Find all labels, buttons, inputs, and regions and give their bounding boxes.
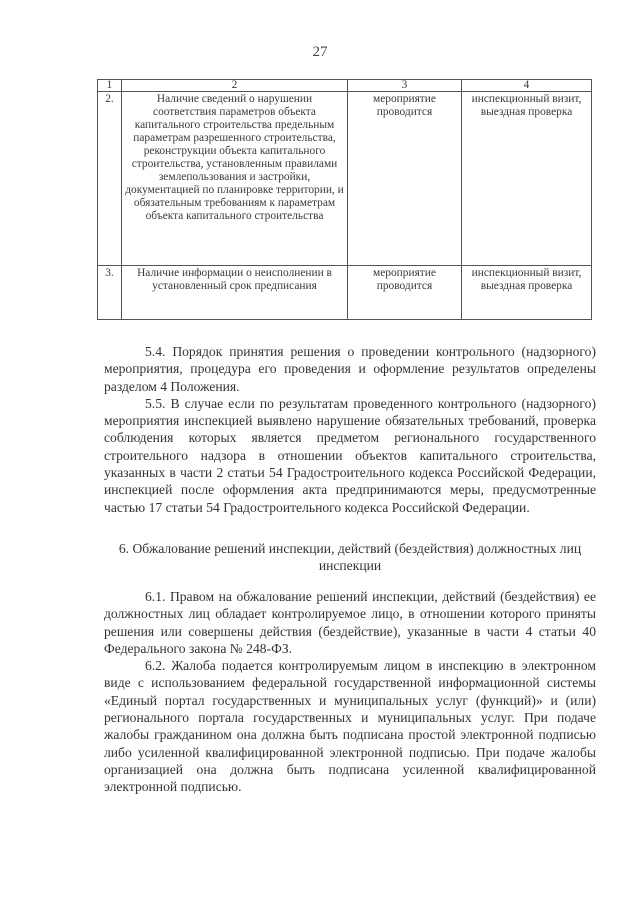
table-header-cell: 4 xyxy=(462,80,592,92)
table-header-row xyxy=(98,80,592,92)
inspection-measures-table xyxy=(97,79,592,320)
row-control-type: инспекционный визит, выездная проверка xyxy=(462,266,592,320)
table-header-cell: 3 xyxy=(348,80,462,92)
section-6-text xyxy=(104,588,596,796)
row-measure: мероприятие проводится xyxy=(348,92,462,266)
paragraph-5-5: 5.5. В случае если по результатам проведенного контрольного (надзорного) мероприятия инспекцией выявлено нарушение обязательных требований, проверка соблюдения которых является предметом регионального государственного строительного надзора в отношении объектов капитального строительства, указанных в части 2 статьи 54 Градостроительного кодекса Российской Федерации, инспекцией после оформления акта предпринимаются меры, предусмотренные частью 17 статьи 54 Градостроительного кодекса Российской Федерации. xyxy=(104,395,596,515)
section-5-text xyxy=(104,343,596,516)
row-number: 3. xyxy=(98,266,122,320)
paragraph-6-1: 6.1. Правом на обжалование решений инспекции, действий (бездействия) ее должностных лиц обладает контролируемое лицо, в отношении которого приняты решения или совершены действия (бездействие), указанные в части 4 статьи 40 Федерального закона № 248-ФЗ. xyxy=(104,589,596,656)
table-row xyxy=(98,266,592,320)
table-header-cell: 2 xyxy=(122,80,348,92)
row-number: 2. xyxy=(98,92,122,266)
paragraph-6-2: 6.2. Жалоба подается контролируемым лицом в инспекцию в электронном виде с использованием федеральной государственной информационной системы «Единый портал государственных и муниципальных услуг (функций)» и (или) регионального портала государственных и муниципальных услуг. При подаче жалобы гражданином она должна быть подписана простой электронной подписью либо усиленной квалифицированной электронной подписью. При подаче жалобы организацией она должна быть подписана усиленной квалифицированной электронной подписью. xyxy=(104,658,596,795)
page-number: 27 xyxy=(312,44,328,60)
section-6-heading: 6. Обжалование решений инспекции, действий (бездействия) должностных лиц инспекции xyxy=(118,541,582,574)
row-control-type: инспекционный визит, выездная проверка xyxy=(462,92,592,266)
row-description: Наличие сведений о нарушении соответствия параметров объекта капитального строительства предельным параметрам разрешенного строительства, реконструкции объекта капитального строительства, установленным правилами землепользования и застройки, документацией по планировке территории, и обязательным требованиям к параметрам объекта капитального строительства xyxy=(122,92,348,266)
paragraph-5-4: 5.4. Порядок принятия решения о проведении контрольного (надзорного) мероприятия, процедура его проведения и оформление результатов определены разделом 4 Положения. xyxy=(104,344,596,394)
table-row xyxy=(98,92,592,266)
row-description: Наличие информации о неисполнении в установленный срок предписания xyxy=(122,266,348,320)
table-header-cell: 1 xyxy=(98,80,122,92)
row-measure: мероприятие проводится xyxy=(348,266,462,320)
